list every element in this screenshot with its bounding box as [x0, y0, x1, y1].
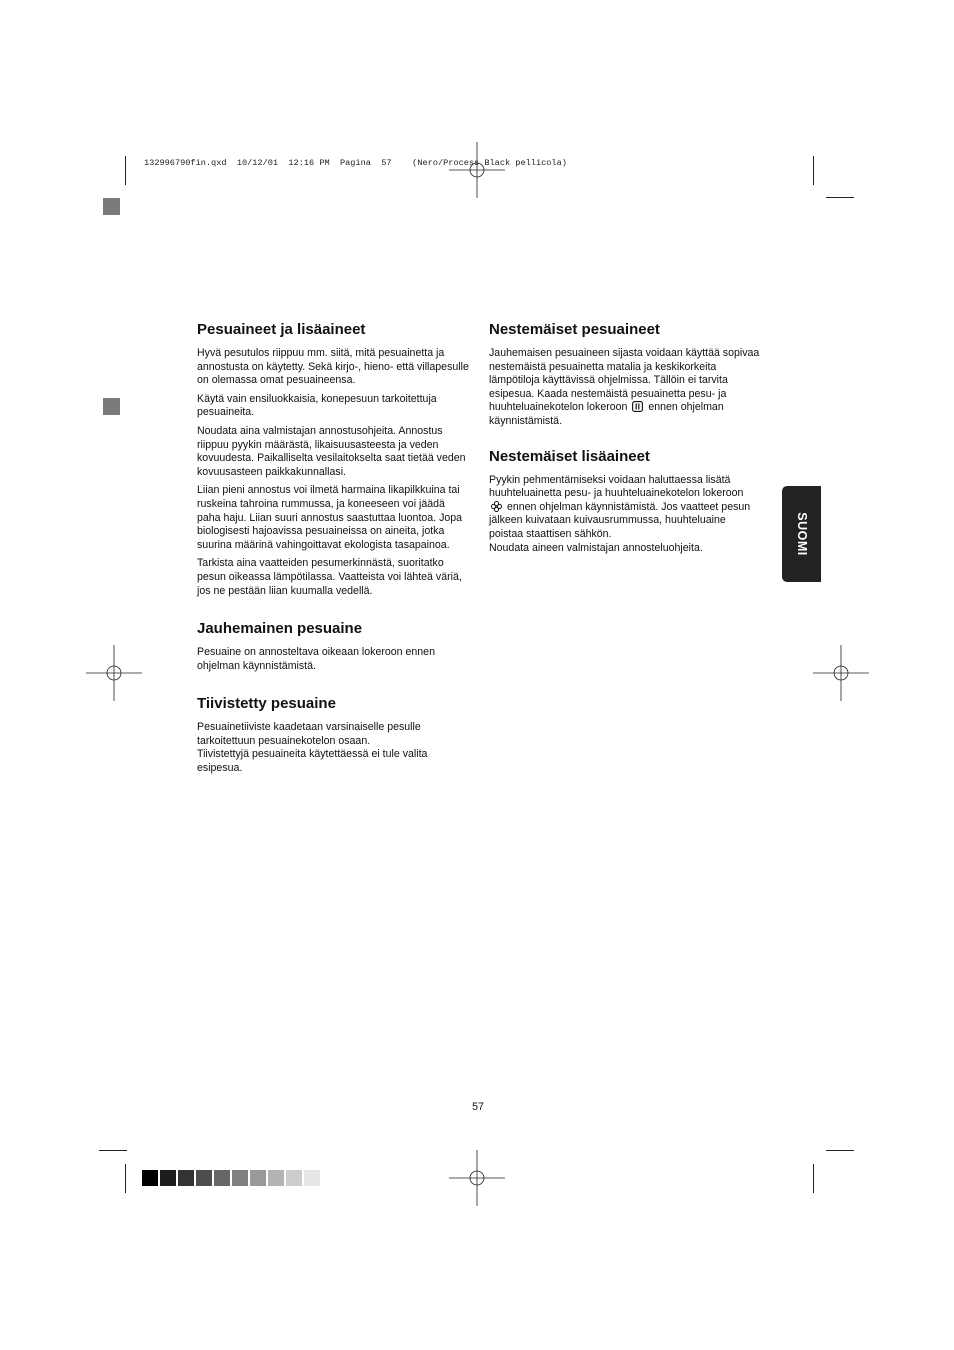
crop-mark: [125, 156, 126, 185]
color-swatch: [250, 1170, 266, 1186]
color-swatch: [232, 1170, 248, 1186]
paragraph: Käytä vain ensiluokkaisia, konepesuun tarkoitettuja pesuaineita.: [197, 392, 437, 419]
section-title: Tiivistetty pesuaine: [197, 695, 336, 713]
color-swatch: [304, 1170, 320, 1186]
color-swatch: [214, 1170, 230, 1186]
crop-mark: [813, 156, 814, 185]
color-swatch: [142, 1170, 158, 1186]
color-swatch: [196, 1170, 212, 1186]
right-column: [489, 321, 761, 560]
language-tab: [782, 486, 821, 582]
marker-square: [103, 398, 120, 415]
registration-mark-icon: [813, 645, 869, 701]
marker-square: [103, 198, 120, 215]
language-tab-label: SUOMI: [794, 512, 809, 556]
page-number: 57: [472, 1101, 484, 1113]
crop-mark: [125, 1164, 126, 1193]
paragraph: Pesuainetiiviste kaadetaan varsinaiselle pesulle tarkoitettuun pesuainekotelon osaan.: [197, 721, 421, 747]
paragraph: Jauhemaisen pesuaineen sijasta voidaan käyttää sopivaa nestemäistä pesuainetta matalia ja keskikorkeita lämpötiloja käyttävissä ohjelmissa. Tällöin ei tarvita esipesua. Kaada nestemäistä pesuainetta pesu- ja huuhteluainekotelon lokeroon ennen ohjelman käynnistämistä.: [489, 347, 760, 427]
paragraph: Noudata aineen valmistajan annosteluohjeita.: [489, 541, 703, 554]
color-swatch: [286, 1170, 302, 1186]
paragraph: Liian pieni annostus voi ilmetä harmaina likapilkkuina tai ruskeina tahroina rummussa, ja koneeseen voi jäädä paha haju. Liian suuri annostus saastuttaa luontoa. Jopa biologisesti hajoavissa pesuaineissa on aineita, jotka suurina määrinä vahingoittavat ekologista tasapainoa.: [197, 484, 463, 551]
paragraph: Pyykin pehmentämiseksi voidaan haluttaessa lisätä huuhteluainetta pesu- ja huuhteluainekotelon lokeroon ennen ohjelman käynnistämistä. Jos vaatteet pesun jälkeen kuivataan kuivausrummussa, huuhteluaine poistaa staattisen sähkön.: [489, 473, 751, 540]
print-slug: 132996790fin.qxd 10/12/01 12:16 PM Pagina 57 (Nero/Process Black pellicola): [144, 158, 567, 168]
main-wash-compartment-icon: [632, 401, 643, 412]
paragraph: Noudata aina valmistajan annostusohjeita. Annostus riippuu pyykin määrästä, likaisuusasteesta ja veden kovuudesta. Paikalliselta vesilaitokselta saat tietää veden kovuusasteen paikkakunnallasi.: [197, 424, 466, 478]
fabric-softener-flower-icon: [491, 501, 502, 512]
registration-mark-icon: [449, 142, 505, 198]
crop-mark: [826, 1150, 854, 1151]
section-title: Jauhemainen pesuaine: [197, 620, 363, 638]
paragraph: Tiivistettyjä pesuaineita käytettäessä ei tule valita esipesua.: [197, 748, 428, 775]
left-column: [197, 321, 469, 781]
color-calibration-strip: [142, 1170, 322, 1186]
crop-mark: [826, 197, 854, 198]
crop-mark: [99, 1150, 127, 1151]
paragraph: Hyvä pesutulos riippuu mm. siitä, mitä pesuainetta ja annostusta on käytetty. Sekä kirjo-, hieno- että villapesulle on olemassa omat pesuaineensa.: [197, 347, 469, 387]
color-swatch: [160, 1170, 176, 1186]
registration-mark-icon: [86, 645, 142, 701]
section-title: Nestemäiset pesuaineet: [489, 321, 660, 338]
paragraph: Tarkista aina vaatteiden pesumerkinnästä, suoritatko pesun oikeassa lämpötilassa. Vaatteista voi lähteä väriä, jos ne pestään liian kuumalla vedellä.: [197, 557, 462, 597]
registration-mark-icon: [449, 1150, 505, 1206]
color-swatch: [268, 1170, 284, 1186]
section-title: Nestemäiset lisäaineet: [489, 447, 650, 465]
color-swatch: [178, 1170, 194, 1186]
section-title: Pesuaineet ja lisäaineet: [197, 321, 366, 338]
crop-mark: [813, 1164, 814, 1193]
paragraph: Pesuaine on annosteltava oikeaan lokeroon ennen ohjelman käynnistämistä.: [197, 646, 435, 672]
